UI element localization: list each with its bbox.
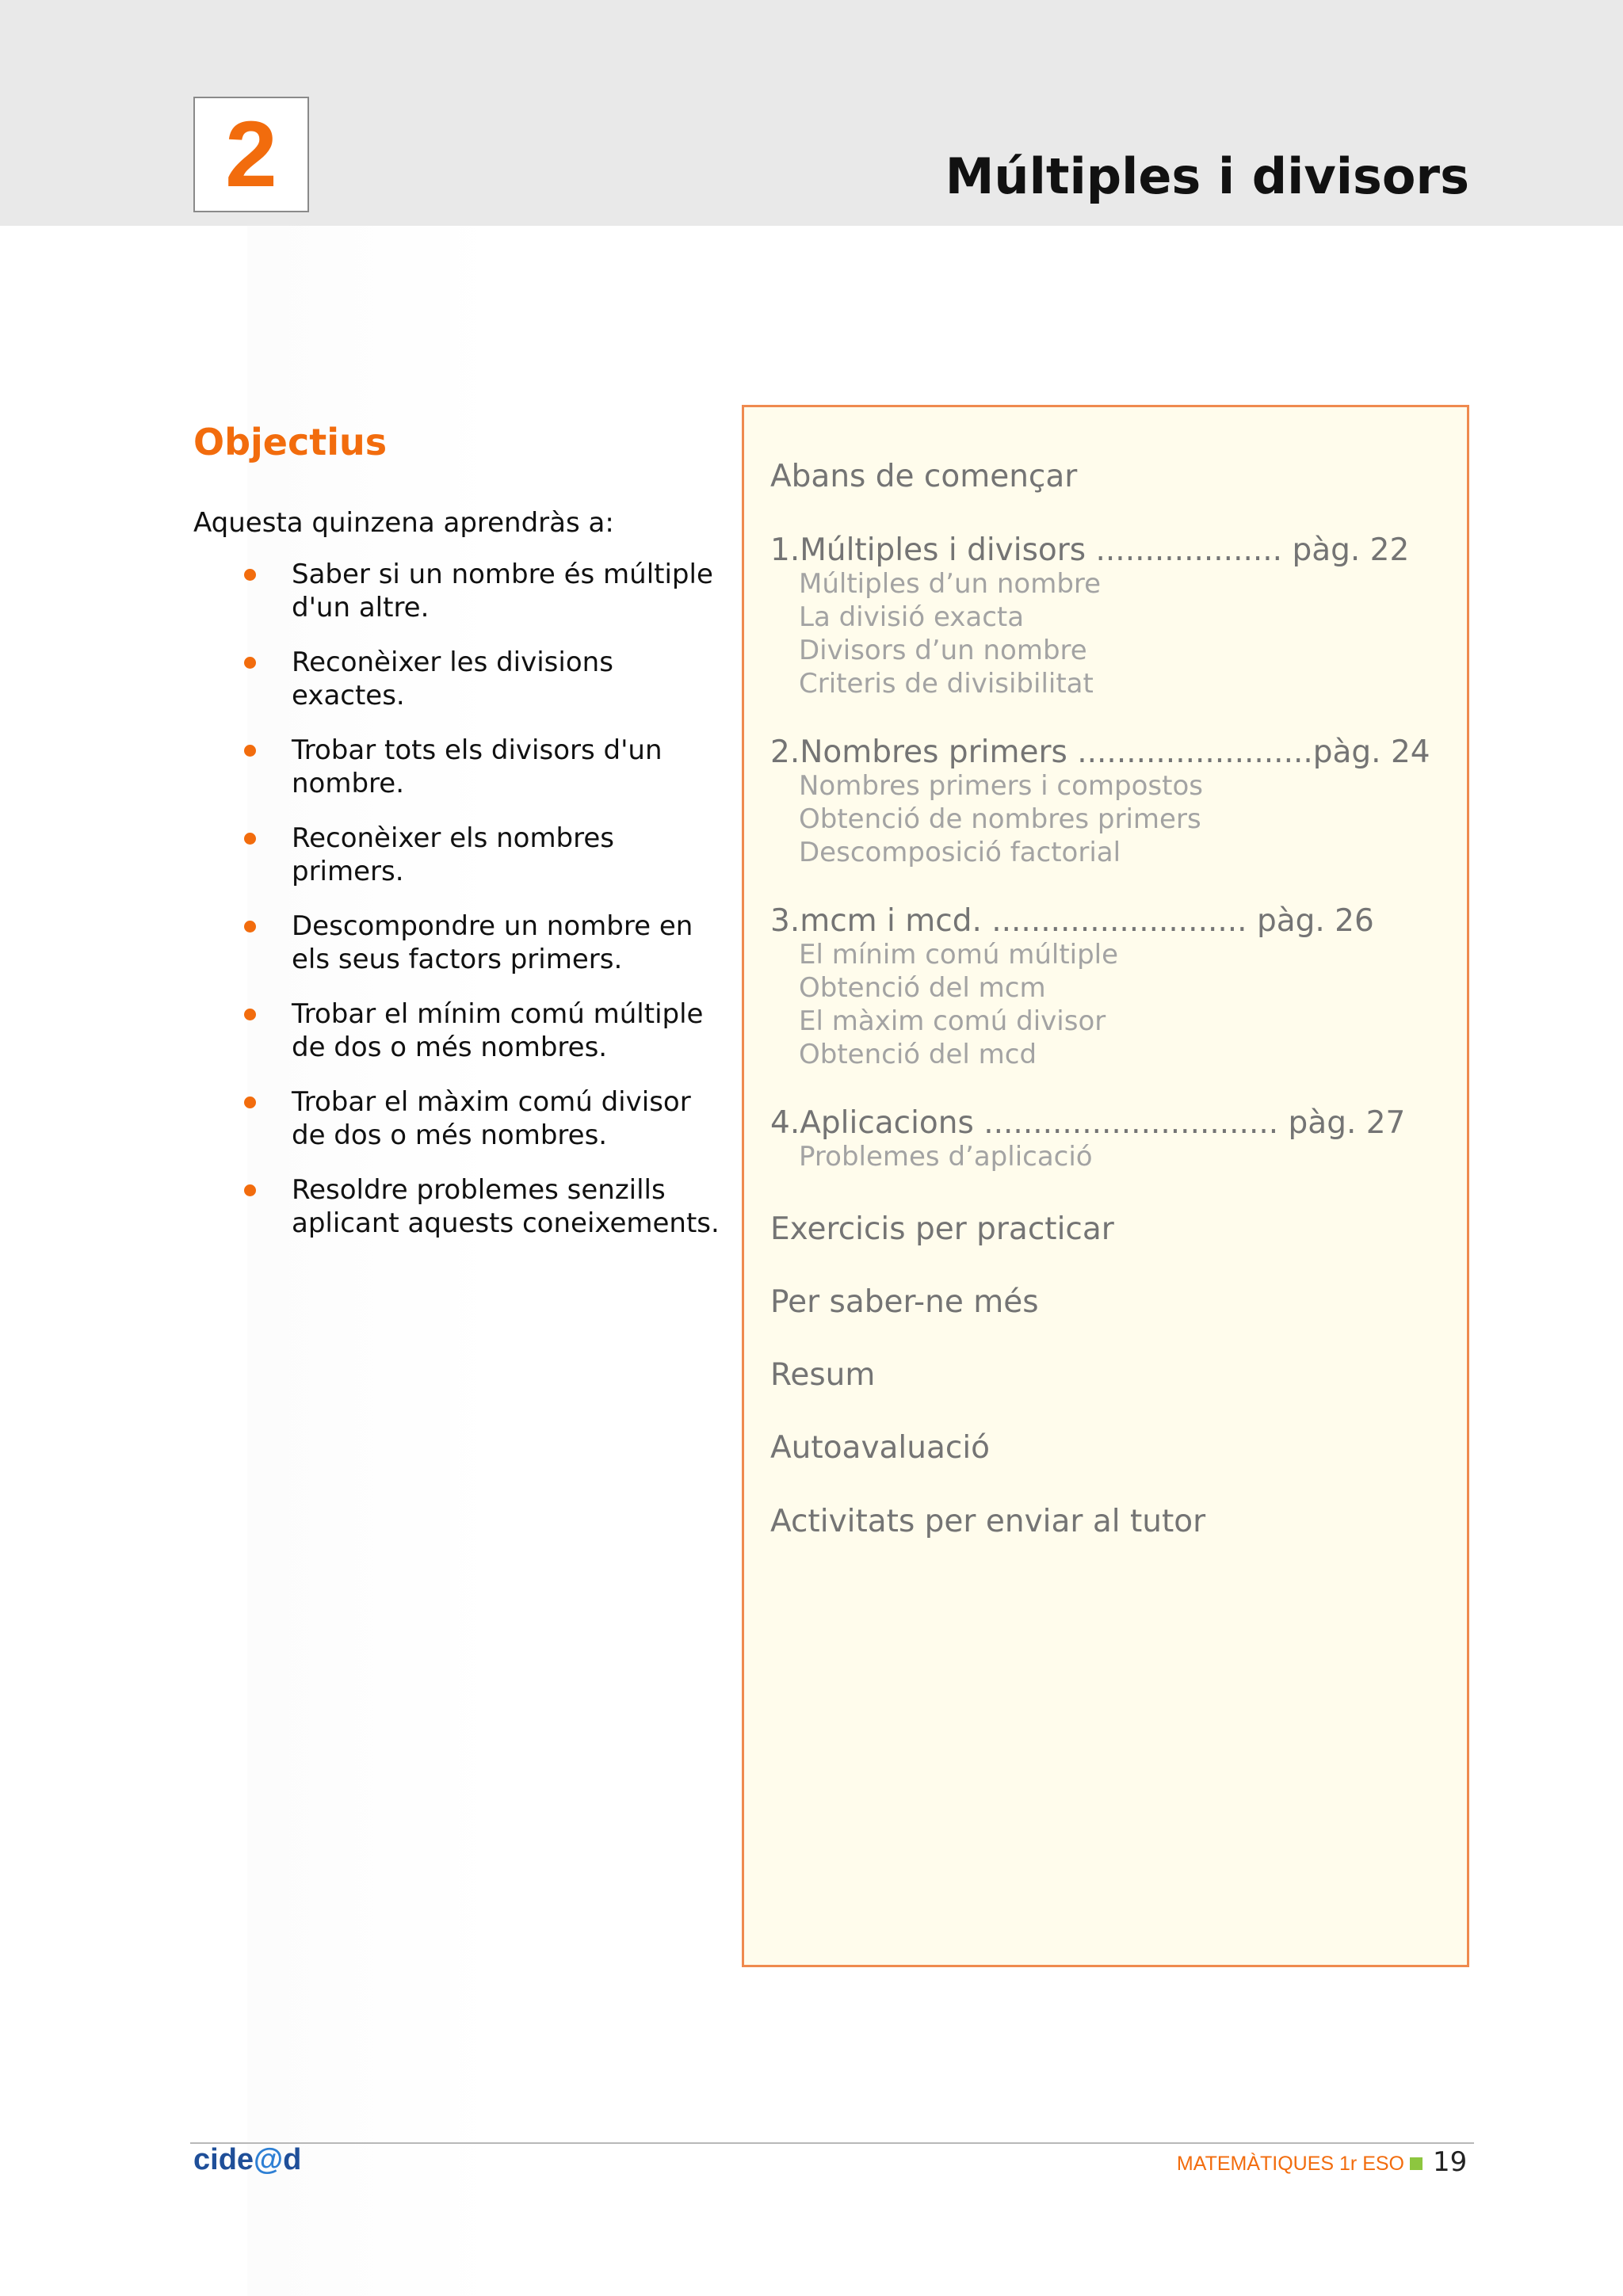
list-item <box>238 646 729 712</box>
toc-extra-item: Per saber-ne més <box>770 1284 1039 1320</box>
bullet-icon <box>244 921 256 933</box>
objective-text: Saber si un nombre és múltiple d'un altre. <box>292 559 713 624</box>
objective-text: Descompondre un nombre en els seus factors primers. <box>292 910 693 975</box>
bullet-icon <box>244 833 256 845</box>
logo-text-end: d <box>283 2143 302 2176</box>
bullet-icon <box>244 1184 256 1196</box>
list-item <box>238 1173 729 1240</box>
toc-section-title: 4.Aplicacions .............................. pàg. 27 <box>770 1105 1406 1141</box>
objective-text: Reconèixer les divisions exactes. <box>292 646 613 711</box>
list-item <box>238 910 729 976</box>
toc-subsection: Obtenció de nombres primers <box>799 803 1201 835</box>
toc-subsection: Problemes d’aplicació <box>799 1141 1093 1173</box>
toc-section-title: 1.Múltiples i divisors ................... pàg. 22 <box>770 532 1410 568</box>
toc-subsection: Obtenció del mcm <box>799 972 1046 1004</box>
objective-text: Reconèixer els nombres primers. <box>292 822 615 887</box>
page-number: 19 <box>1433 2146 1468 2178</box>
chapter-title: Múltiples i divisors <box>945 147 1469 205</box>
toc-extra-item: Exercicis per practicar <box>770 1211 1114 1247</box>
bullet-icon <box>244 1009 256 1020</box>
objectives-intro: Aquesta quinzena aprendràs a: <box>193 507 614 539</box>
toc-extra-item: Resum <box>770 1357 876 1393</box>
objectives-heading: Objectius <box>193 421 388 463</box>
bullet-icon <box>244 569 256 581</box>
toc-subsection: El mínim comú múltiple <box>799 939 1119 971</box>
objective-text: Trobar el màxim comú divisor de dos o més nombres. <box>292 1086 691 1151</box>
list-item <box>238 558 729 624</box>
list-item <box>238 997 729 1064</box>
toc-subsection: Divisors d’un nombre <box>799 635 1087 666</box>
logo-text: cide <box>193 2143 254 2176</box>
square-icon <box>1410 2157 1423 2170</box>
list-item <box>238 822 729 888</box>
footer-course: MATEMÀTIQUES 1r ESO <box>1176 2153 1404 2175</box>
toc-extra-item: Activitats per enviar al tutor <box>770 1504 1206 1539</box>
footer-divider <box>190 2142 1474 2144</box>
bullet-icon <box>244 1097 256 1108</box>
toc-subsection: Criteris de divisibilitat <box>799 668 1094 700</box>
toc-subsection: El màxim comú divisor <box>799 1005 1106 1037</box>
bullet-icon <box>244 657 256 669</box>
toc-subsection: La divisió exacta <box>799 601 1025 633</box>
toc-subsection: Múltiples d’un nombre <box>799 568 1102 600</box>
toc-section-title: 3.mcm i mcd. .......................... pàg. 26 <box>770 903 1374 939</box>
chapter-number: 2 <box>225 102 277 207</box>
objective-text: Trobar tots els divisors d'un nombre. <box>292 734 663 799</box>
toc-subsection: Descomposició factorial <box>799 837 1121 868</box>
toc-subsection: Nombres primers i compostos <box>799 770 1203 802</box>
objectives-list <box>238 558 729 1261</box>
chapter-number-box <box>193 97 309 212</box>
toc-intro: Abans de començar <box>770 459 1078 494</box>
bullet-icon <box>244 745 256 757</box>
cidead-logo <box>193 2144 301 2176</box>
objective-text: Trobar el mínim comú múltiple de dos o més nombres. <box>292 998 704 1063</box>
logo-at: @ <box>254 2143 284 2176</box>
toc-extra-item: Autoavaluació <box>770 1430 991 1466</box>
toc-subsection: Obtenció del mcd <box>799 1039 1037 1070</box>
toc-section-title: 2.Nombres primers ........................pàg. 24 <box>770 734 1430 770</box>
objective-text: Resoldre problemes senzills aplicant aquests coneixements. <box>292 1174 720 1239</box>
list-item <box>238 734 729 800</box>
list-item <box>238 1085 729 1152</box>
